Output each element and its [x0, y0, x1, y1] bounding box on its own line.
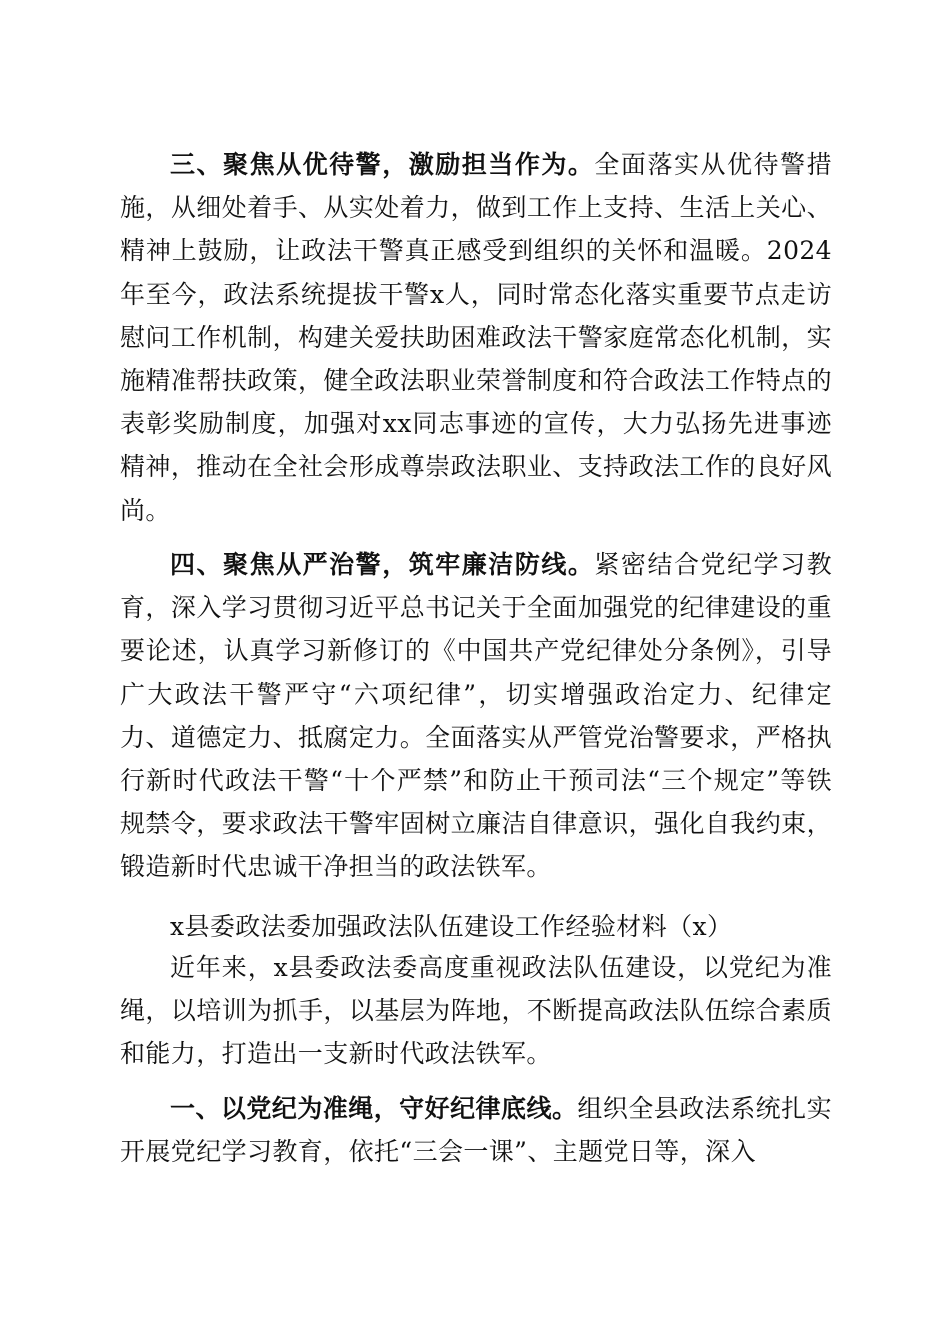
section-4-paragraph: [120, 543, 832, 889]
section-3-body: 全面落实从优待警措施，从细处着手、从实处着力，做到工作上支持、生活上关心、精神上鼓励，让政法干警真正感受到组织的关怀和温暖。2024年至今，政法系统提拔干警x人，同时常态化落实重要节点走访慰问工作机制，构建关爱扶助困难政法干警家庭常态化机制，实施精准帮扶政策，健全政法职业荣誉制度和符合政法工作特点的表彰奖励制度，加强对xx同志事迹的宣传，大力弘扬先进事迹精神，推动在全社会形成尊崇政法职业、支持政法工作的良好风尚。: [120, 150, 833, 525]
section-3-paragraph: [120, 143, 832, 532]
section-4-body: 紧密结合党纪学习教育，深入学习贯彻习近平总书记关于全面加强党的纪律建设的重要论述，认真学习新修订的《中国共产党纪律处分条例》，引导广大政法干警严守“六项纪律”，切实增强政治定力、纪律定力、道德定力、抵腐定力。全面落实从严管党治警要求，严格执行新时代政法干警“十个严禁”和防止干预司法“三个规定”等铁规禁令，要求政法干警牢固树立廉洁自律意识，强化自我约束，锻造新时代忠诚干净担当的政法铁军。: [120, 550, 833, 882]
section-1-body: 组织全县政法系统扎实开展党纪学习教育，依托“三会一课”、主题党日等，深入: [120, 1094, 832, 1167]
section-1-paragraph: [120, 1087, 832, 1173]
section-3-heading: 三、聚焦从优待警，激励担当作为。: [170, 150, 595, 179]
material-title: x县委政法委加强政法队伍建设工作经验材料（x）: [170, 912, 733, 941]
section-1-heading: 一、以党纪为准绳，守好纪律底线。: [170, 1094, 578, 1123]
section-4-heading: 四、聚焦从严治警，筑牢廉洁防线。: [170, 550, 595, 579]
intro-paragraph: 近年来，x县委政法委高度重视政法队伍建设，以党纪为准绳，以培训为抓手，以基层为阵地，不断提高政法队伍综合素质和能力，打造出一支新时代政法铁军。: [120, 953, 832, 1069]
